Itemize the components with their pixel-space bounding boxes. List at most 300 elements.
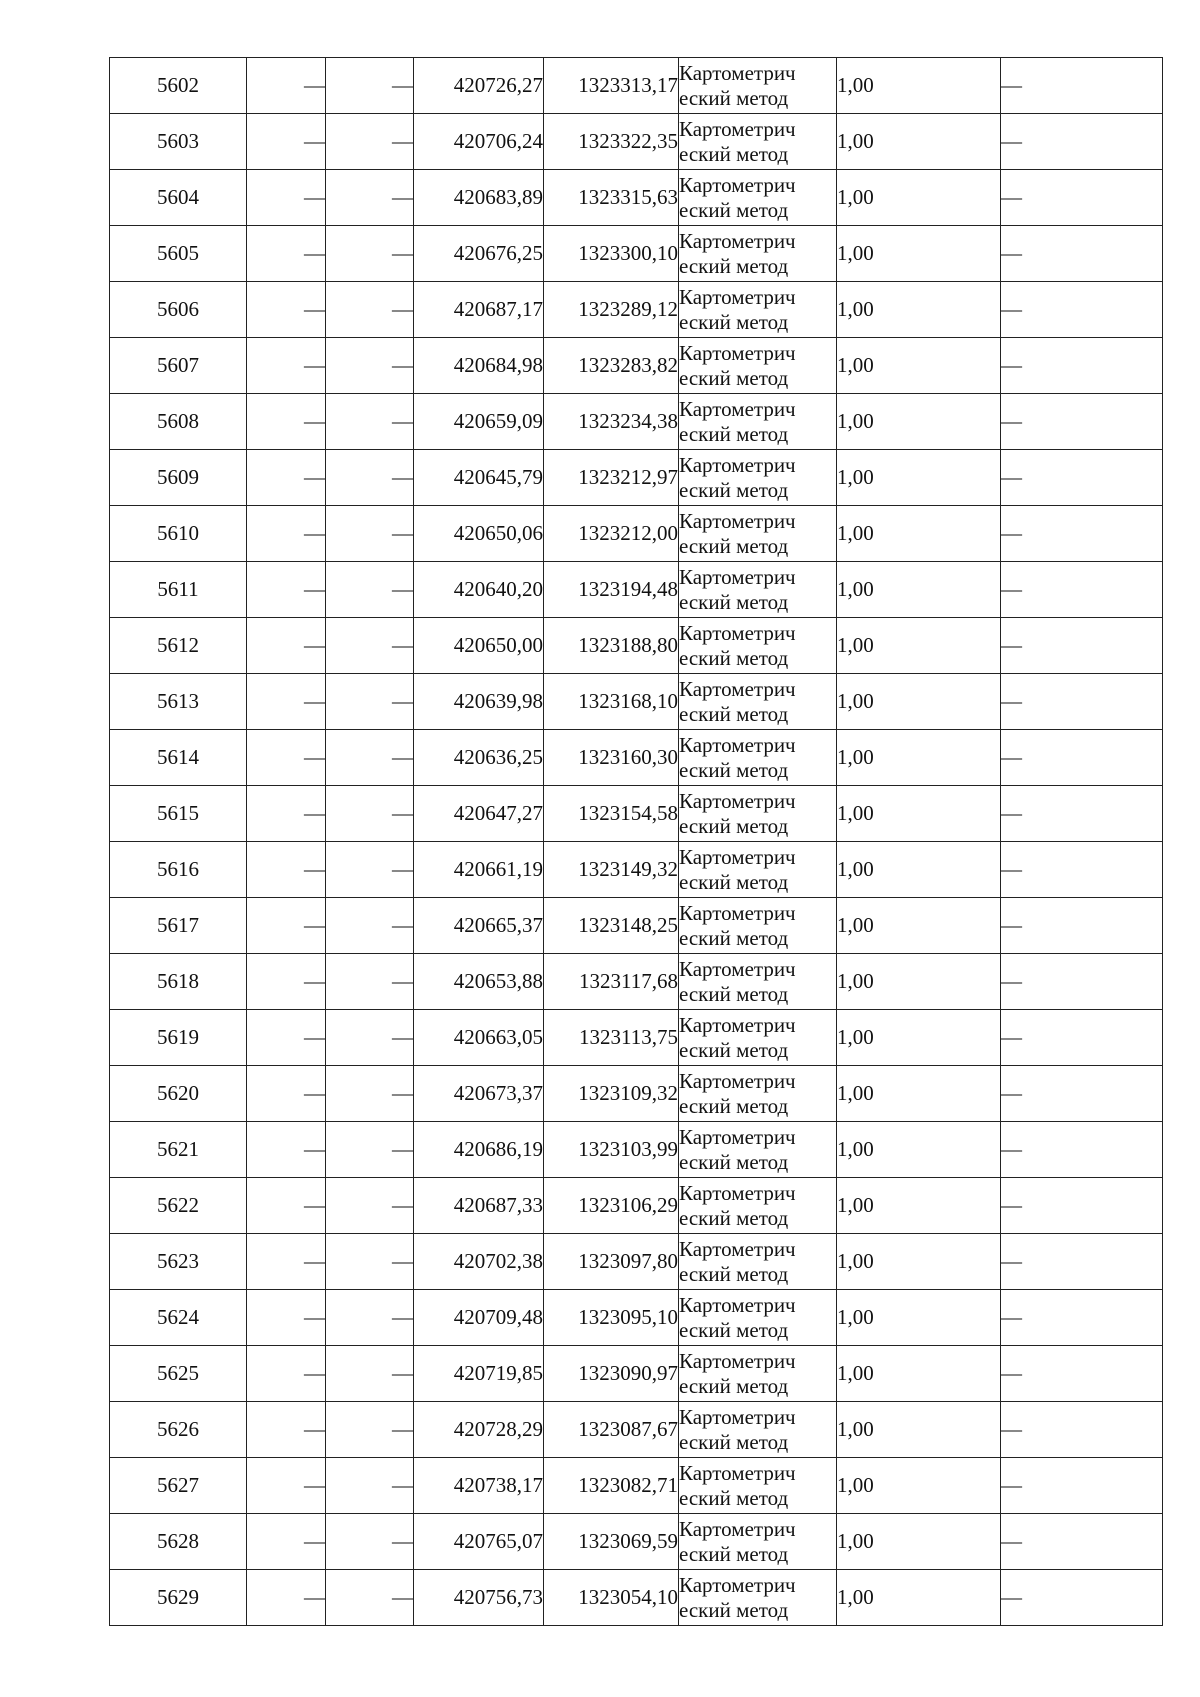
description-cell: — — [1001, 1402, 1163, 1458]
x-coordinate-cell: 420738,17 — [414, 1458, 544, 1514]
x-coordinate-cell: 420684,98 — [414, 338, 544, 394]
description-cell: — — [1001, 674, 1163, 730]
point-number-cell: 5606 — [110, 282, 247, 338]
point-number-cell: 5613 — [110, 674, 247, 730]
x-coordinate-cell: 420706,24 — [414, 114, 544, 170]
method-text-line: Картометрич — [679, 1012, 796, 1037]
method-text-line: Картометрич — [679, 1236, 796, 1261]
x-coordinate-cell: 420756,73 — [414, 1570, 544, 1626]
method-text-line: еский метод — [679, 701, 789, 726]
method-text-line: еский метод — [679, 1093, 789, 1118]
point-number-cell: 5603 — [110, 114, 247, 170]
precision-cell: 1,00 — [837, 1066, 1001, 1122]
x-coordinate-cell: 420719,85 — [414, 1346, 544, 1402]
description-cell: — — [1001, 842, 1163, 898]
point-number-cell: 5607 — [110, 338, 247, 394]
description-cell: — — [1001, 450, 1163, 506]
y-coordinate-cell: 1323212,00 — [544, 506, 679, 562]
precision-cell: 1,00 — [837, 1402, 1001, 1458]
coordinates-table — [109, 57, 1163, 1626]
method-text-line: еский метод — [679, 309, 789, 334]
method-text-line: Картометрич — [679, 172, 796, 197]
table-row — [110, 506, 1163, 562]
method-cell — [679, 1570, 837, 1626]
empty-value-cell: — — [326, 1514, 414, 1570]
description-cell: — — [1001, 1458, 1163, 1514]
method-text-line: Картометрич — [679, 1124, 796, 1149]
empty-value-cell: — — [326, 114, 414, 170]
method-text-line: Картометрич — [679, 1180, 796, 1205]
method-text-line: Картометрич — [679, 1516, 796, 1541]
method-text-line: Картометрич — [679, 1404, 796, 1429]
description-cell: — — [1001, 1066, 1163, 1122]
method-cell — [679, 1402, 837, 1458]
empty-value-cell: — — [247, 618, 326, 674]
y-coordinate-cell: 1323315,63 — [544, 170, 679, 226]
table-row — [110, 562, 1163, 618]
point-number-cell: 5612 — [110, 618, 247, 674]
precision-cell: 1,00 — [837, 226, 1001, 282]
empty-value-cell: — — [247, 114, 326, 170]
precision-cell: 1,00 — [837, 58, 1001, 114]
description-cell: — — [1001, 226, 1163, 282]
y-coordinate-cell: 1323090,97 — [544, 1346, 679, 1402]
y-coordinate-cell: 1323069,59 — [544, 1514, 679, 1570]
table-row — [110, 1570, 1163, 1626]
empty-value-cell: — — [326, 1010, 414, 1066]
method-text-line: Картометрич — [679, 452, 796, 477]
x-coordinate-cell: 420650,00 — [414, 618, 544, 674]
point-number-cell: 5611 — [110, 562, 247, 618]
method-text-line: еский метод — [679, 365, 789, 390]
method-cell — [679, 1234, 837, 1290]
precision-cell: 1,00 — [837, 170, 1001, 226]
y-coordinate-cell: 1323289,12 — [544, 282, 679, 338]
method-text-line: еский метод — [679, 1541, 789, 1566]
description-cell: — — [1001, 394, 1163, 450]
point-number-cell: 5608 — [110, 394, 247, 450]
point-number-cell: 5614 — [110, 730, 247, 786]
method-text-line: еский метод — [679, 533, 789, 558]
method-text-line: Картометрич — [679, 732, 796, 757]
empty-value-cell: — — [326, 226, 414, 282]
point-number-cell: 5602 — [110, 58, 247, 114]
y-coordinate-cell: 1323234,38 — [544, 394, 679, 450]
empty-value-cell: — — [247, 282, 326, 338]
precision-cell: 1,00 — [837, 1010, 1001, 1066]
precision-cell: 1,00 — [837, 618, 1001, 674]
empty-value-cell: — — [326, 618, 414, 674]
precision-cell: 1,00 — [837, 1458, 1001, 1514]
table-row — [110, 394, 1163, 450]
empty-value-cell: — — [247, 786, 326, 842]
y-coordinate-cell: 1323188,80 — [544, 618, 679, 674]
empty-value-cell: — — [326, 1178, 414, 1234]
precision-cell: 1,00 — [837, 114, 1001, 170]
description-cell: — — [1001, 898, 1163, 954]
empty-value-cell: — — [247, 954, 326, 1010]
method-text-line: Картометрич — [679, 788, 796, 813]
point-number-cell: 5615 — [110, 786, 247, 842]
table-row — [110, 282, 1163, 338]
description-cell: — — [1001, 1178, 1163, 1234]
table-row — [110, 338, 1163, 394]
y-coordinate-cell: 1323160,30 — [544, 730, 679, 786]
x-coordinate-cell: 420663,05 — [414, 1010, 544, 1066]
y-coordinate-cell: 1323087,67 — [544, 1402, 679, 1458]
description-cell: — — [1001, 282, 1163, 338]
empty-value-cell: — — [247, 730, 326, 786]
method-cell — [679, 1178, 837, 1234]
y-coordinate-cell: 1323168,10 — [544, 674, 679, 730]
x-coordinate-cell: 420673,37 — [414, 1066, 544, 1122]
method-text-line: Картометрич — [679, 508, 796, 533]
empty-value-cell: — — [326, 562, 414, 618]
description-cell: — — [1001, 338, 1163, 394]
empty-value-cell: — — [326, 170, 414, 226]
precision-cell: 1,00 — [837, 450, 1001, 506]
point-number-cell: 5629 — [110, 1570, 247, 1626]
empty-value-cell: — — [247, 562, 326, 618]
y-coordinate-cell: 1323109,32 — [544, 1066, 679, 1122]
empty-value-cell: — — [247, 338, 326, 394]
empty-value-cell: — — [247, 842, 326, 898]
table-row — [110, 450, 1163, 506]
method-text-line: Картометрич — [679, 116, 796, 141]
method-cell — [679, 730, 837, 786]
table-row — [110, 1122, 1163, 1178]
empty-value-cell: — — [326, 1122, 414, 1178]
description-cell: — — [1001, 114, 1163, 170]
empty-value-cell: — — [326, 506, 414, 562]
method-cell — [679, 786, 837, 842]
method-text-line: Картометрич — [679, 1572, 796, 1597]
x-coordinate-cell: 420709,48 — [414, 1290, 544, 1346]
empty-value-cell: — — [326, 1458, 414, 1514]
x-coordinate-cell: 420653,88 — [414, 954, 544, 1010]
method-cell — [679, 1458, 837, 1514]
description-cell: — — [1001, 562, 1163, 618]
method-cell — [679, 282, 837, 338]
method-cell — [679, 898, 837, 954]
method-cell — [679, 394, 837, 450]
precision-cell: 1,00 — [837, 562, 1001, 618]
empty-value-cell: — — [326, 730, 414, 786]
empty-value-cell: — — [326, 1346, 414, 1402]
empty-value-cell: — — [326, 394, 414, 450]
method-text-line: Картометрич — [679, 396, 796, 421]
description-cell: — — [1001, 730, 1163, 786]
empty-value-cell: — — [247, 1346, 326, 1402]
table-body — [110, 58, 1163, 1626]
x-coordinate-cell: 420659,09 — [414, 394, 544, 450]
description-cell: — — [1001, 1570, 1163, 1626]
table-row — [110, 842, 1163, 898]
y-coordinate-cell: 1323103,99 — [544, 1122, 679, 1178]
empty-value-cell: — — [247, 226, 326, 282]
empty-value-cell: — — [247, 1066, 326, 1122]
point-number-cell: 5604 — [110, 170, 247, 226]
y-coordinate-cell: 1323082,71 — [544, 1458, 679, 1514]
table-row — [110, 1066, 1163, 1122]
method-text-line: еский метод — [679, 981, 789, 1006]
x-coordinate-cell: 420647,27 — [414, 786, 544, 842]
x-coordinate-cell: 420650,06 — [414, 506, 544, 562]
empty-value-cell: — — [247, 1178, 326, 1234]
x-coordinate-cell: 420636,25 — [414, 730, 544, 786]
table-row — [110, 170, 1163, 226]
precision-cell: 1,00 — [837, 282, 1001, 338]
precision-cell: 1,00 — [837, 1570, 1001, 1626]
x-coordinate-cell: 420765,07 — [414, 1514, 544, 1570]
point-number-cell: 5617 — [110, 898, 247, 954]
point-number-cell: 5628 — [110, 1514, 247, 1570]
method-cell — [679, 562, 837, 618]
method-text-line: еский метод — [679, 645, 789, 670]
method-text-line: еский метод — [679, 141, 789, 166]
x-coordinate-cell: 420728,29 — [414, 1402, 544, 1458]
point-number-cell: 5616 — [110, 842, 247, 898]
empty-value-cell: — — [247, 1570, 326, 1626]
empty-value-cell: — — [247, 674, 326, 730]
precision-cell: 1,00 — [837, 842, 1001, 898]
table-row — [110, 786, 1163, 842]
description-cell: — — [1001, 1010, 1163, 1066]
empty-value-cell: — — [326, 786, 414, 842]
method-text-line: еский метод — [679, 1597, 789, 1622]
description-cell: — — [1001, 1346, 1163, 1402]
method-text-line: Картометрич — [679, 1460, 796, 1485]
x-coordinate-cell: 420687,17 — [414, 282, 544, 338]
description-cell: — — [1001, 506, 1163, 562]
x-coordinate-cell: 420687,33 — [414, 1178, 544, 1234]
x-coordinate-cell: 420686,19 — [414, 1122, 544, 1178]
method-cell — [679, 170, 837, 226]
y-coordinate-cell: 1323283,82 — [544, 338, 679, 394]
empty-value-cell: — — [247, 506, 326, 562]
method-text-line: Картометрич — [679, 228, 796, 253]
x-coordinate-cell: 420676,25 — [414, 226, 544, 282]
precision-cell: 1,00 — [837, 1346, 1001, 1402]
table-row — [110, 114, 1163, 170]
table-row — [110, 674, 1163, 730]
description-cell: — — [1001, 618, 1163, 674]
y-coordinate-cell: 1323322,35 — [544, 114, 679, 170]
table-row — [110, 226, 1163, 282]
point-number-cell: 5610 — [110, 506, 247, 562]
y-coordinate-cell: 1323149,32 — [544, 842, 679, 898]
point-number-cell: 5622 — [110, 1178, 247, 1234]
method-text-line: Картометрич — [679, 284, 796, 309]
method-cell — [679, 842, 837, 898]
method-cell — [679, 114, 837, 170]
method-cell — [679, 506, 837, 562]
precision-cell: 1,00 — [837, 954, 1001, 1010]
description-cell: — — [1001, 1290, 1163, 1346]
point-number-cell: 5609 — [110, 450, 247, 506]
method-cell — [679, 1346, 837, 1402]
point-number-cell: 5618 — [110, 954, 247, 1010]
empty-value-cell: — — [247, 58, 326, 114]
empty-value-cell: — — [326, 898, 414, 954]
method-text-line: Картометрич — [679, 1348, 796, 1373]
description-cell: — — [1001, 58, 1163, 114]
precision-cell: 1,00 — [837, 1514, 1001, 1570]
method-text-line: Картометрич — [679, 844, 796, 869]
precision-cell: 1,00 — [837, 1234, 1001, 1290]
method-text-line: еский метод — [679, 813, 789, 838]
empty-value-cell: — — [247, 1234, 326, 1290]
method-text-line: еский метод — [679, 1373, 789, 1398]
method-text-line: Картометрич — [679, 620, 796, 645]
empty-value-cell: — — [326, 842, 414, 898]
precision-cell: 1,00 — [837, 730, 1001, 786]
method-cell — [679, 1066, 837, 1122]
method-text-line: еский метод — [679, 197, 789, 222]
empty-value-cell: — — [326, 1234, 414, 1290]
method-text-line: еский метод — [679, 869, 789, 894]
method-text-line: еский метод — [679, 1205, 789, 1230]
description-cell: — — [1001, 170, 1163, 226]
empty-value-cell: — — [247, 1402, 326, 1458]
method-text-line: еский метод — [679, 1149, 789, 1174]
point-number-cell: 5620 — [110, 1066, 247, 1122]
point-number-cell: 5625 — [110, 1346, 247, 1402]
method-text-line: еский метод — [679, 253, 789, 278]
table-row — [110, 618, 1163, 674]
x-coordinate-cell: 420683,89 — [414, 170, 544, 226]
empty-value-cell: — — [247, 1458, 326, 1514]
method-text-line: еский метод — [679, 757, 789, 782]
table-row — [110, 58, 1163, 114]
description-cell: — — [1001, 954, 1163, 1010]
table-row — [110, 1458, 1163, 1514]
empty-value-cell: — — [247, 1010, 326, 1066]
description-cell: — — [1001, 786, 1163, 842]
precision-cell: 1,00 — [837, 394, 1001, 450]
table-row — [110, 1178, 1163, 1234]
y-coordinate-cell: 1323300,10 — [544, 226, 679, 282]
y-coordinate-cell: 1323054,10 — [544, 1570, 679, 1626]
point-number-cell: 5619 — [110, 1010, 247, 1066]
point-number-cell: 5621 — [110, 1122, 247, 1178]
x-coordinate-cell: 420640,20 — [414, 562, 544, 618]
empty-value-cell: — — [326, 450, 414, 506]
description-cell: — — [1001, 1514, 1163, 1570]
method-cell — [679, 954, 837, 1010]
table-row — [110, 954, 1163, 1010]
empty-value-cell: — — [326, 674, 414, 730]
method-cell — [679, 450, 837, 506]
y-coordinate-cell: 1323148,25 — [544, 898, 679, 954]
method-text-line: еский метод — [679, 1429, 789, 1454]
table-row — [110, 1402, 1163, 1458]
method-text-line: еский метод — [679, 589, 789, 614]
method-text-line: Картометрич — [679, 676, 796, 701]
empty-value-cell: — — [247, 898, 326, 954]
table-row — [110, 1346, 1163, 1402]
precision-cell: 1,00 — [837, 1178, 1001, 1234]
empty-value-cell: — — [247, 170, 326, 226]
empty-value-cell: — — [326, 1290, 414, 1346]
table-row — [110, 1514, 1163, 1570]
empty-value-cell: — — [247, 394, 326, 450]
empty-value-cell: — — [247, 450, 326, 506]
x-coordinate-cell: 420661,19 — [414, 842, 544, 898]
y-coordinate-cell: 1323117,68 — [544, 954, 679, 1010]
x-coordinate-cell: 420645,79 — [414, 450, 544, 506]
precision-cell: 1,00 — [837, 506, 1001, 562]
point-number-cell: 5626 — [110, 1402, 247, 1458]
method-text-line: Картометрич — [679, 900, 796, 925]
method-cell — [679, 1122, 837, 1178]
precision-cell: 1,00 — [837, 674, 1001, 730]
x-coordinate-cell: 420665,37 — [414, 898, 544, 954]
y-coordinate-cell: 1323097,80 — [544, 1234, 679, 1290]
method-cell — [679, 1514, 837, 1570]
table-row — [110, 1010, 1163, 1066]
method-cell — [679, 1290, 837, 1346]
y-coordinate-cell: 1323194,48 — [544, 562, 679, 618]
method-text-line: Картометрич — [679, 340, 796, 365]
method-text-line: еский метод — [679, 1261, 789, 1286]
y-coordinate-cell: 1323113,75 — [544, 1010, 679, 1066]
x-coordinate-cell: 420726,27 — [414, 58, 544, 114]
method-cell — [679, 1010, 837, 1066]
empty-value-cell: — — [326, 338, 414, 394]
precision-cell: 1,00 — [837, 1122, 1001, 1178]
method-cell — [679, 338, 837, 394]
method-text-line: еский метод — [679, 1317, 789, 1342]
x-coordinate-cell: 420639,98 — [414, 674, 544, 730]
empty-value-cell: — — [247, 1514, 326, 1570]
empty-value-cell: — — [247, 1122, 326, 1178]
empty-value-cell: — — [326, 58, 414, 114]
precision-cell: 1,00 — [837, 786, 1001, 842]
method-text-line: еский метод — [679, 85, 789, 110]
point-number-cell: 5624 — [110, 1290, 247, 1346]
empty-value-cell: — — [326, 282, 414, 338]
precision-cell: 1,00 — [837, 1290, 1001, 1346]
empty-value-cell: — — [326, 954, 414, 1010]
table-row — [110, 1234, 1163, 1290]
method-text-line: Картометрич — [679, 1068, 796, 1093]
point-number-cell: 5605 — [110, 226, 247, 282]
method-cell — [679, 674, 837, 730]
method-cell — [679, 58, 837, 114]
empty-value-cell: — — [247, 1290, 326, 1346]
y-coordinate-cell: 1323095,10 — [544, 1290, 679, 1346]
method-text-line: Картометрич — [679, 1292, 796, 1317]
table-row — [110, 730, 1163, 786]
empty-value-cell: — — [326, 1402, 414, 1458]
method-text-line: еский метод — [679, 1037, 789, 1062]
y-coordinate-cell: 1323313,17 — [544, 58, 679, 114]
precision-cell: 1,00 — [837, 338, 1001, 394]
precision-cell: 1,00 — [837, 898, 1001, 954]
method-text-line: Картометрич — [679, 956, 796, 981]
point-number-cell: 5627 — [110, 1458, 247, 1514]
y-coordinate-cell: 1323212,97 — [544, 450, 679, 506]
empty-value-cell: — — [326, 1066, 414, 1122]
empty-value-cell: — — [326, 1570, 414, 1626]
x-coordinate-cell: 420702,38 — [414, 1234, 544, 1290]
method-cell — [679, 226, 837, 282]
description-cell: — — [1001, 1122, 1163, 1178]
method-text-line: Картометрич — [679, 60, 796, 85]
method-text-line: Картометрич — [679, 564, 796, 589]
method-text-line: еский метод — [679, 477, 789, 502]
